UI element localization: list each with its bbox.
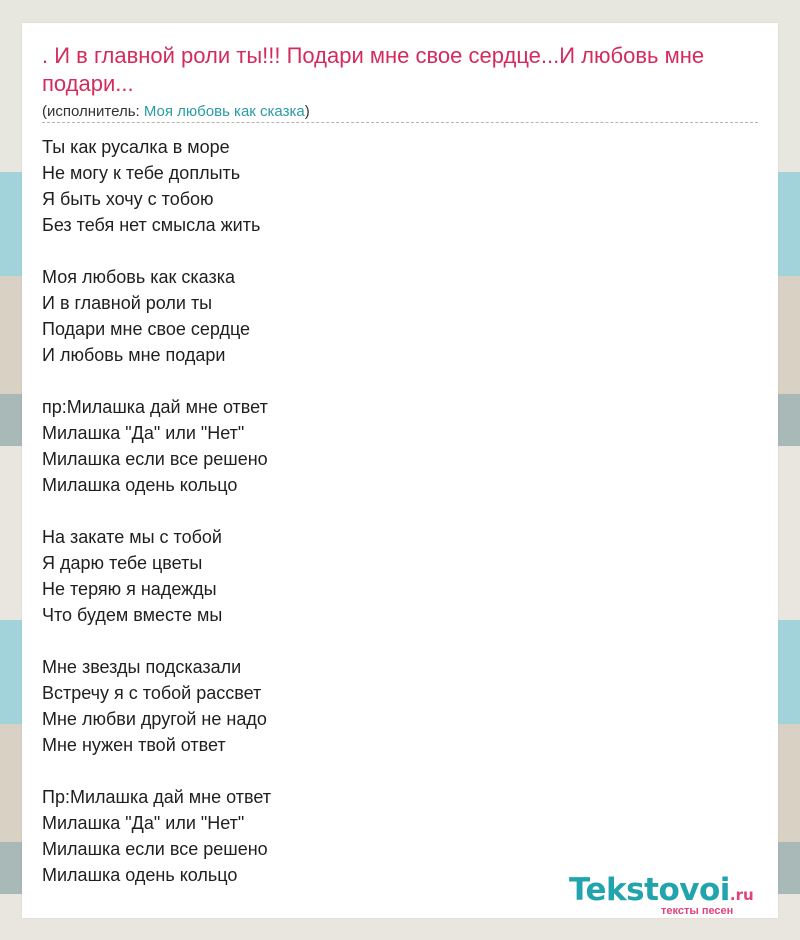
stanza <box>42 394 742 498</box>
stanza <box>42 134 742 238</box>
lyric-line: Что будем вместе мы <box>42 605 223 625</box>
artist-prefix: (исполнитель: <box>42 103 144 120</box>
lyric-line: Подари мне свое сердце <box>42 319 251 339</box>
stanza <box>42 654 742 758</box>
lyric-line: пр:Милашка дай мне ответ <box>42 397 268 417</box>
lyric-line: Пр:Милашка дай мне ответ <box>42 787 272 807</box>
artist-suffix: ) <box>304 103 310 120</box>
site-logo[interactable] <box>569 872 779 922</box>
divider <box>42 122 758 123</box>
lyric-line: И в главной роли ты <box>42 293 213 313</box>
lyric-line: Не могу к тебе доплыть <box>42 163 241 183</box>
lyric-line: Встречу я с тобой рассвет <box>42 683 262 703</box>
logo-tld: .ru <box>729 886 754 904</box>
stanza <box>42 524 742 628</box>
lyric-line: Ты как русалка в море <box>42 137 230 157</box>
lyric-line: Милашка "Да" или "Нет" <box>42 813 245 833</box>
logo-tagline: тексты песен <box>661 905 734 917</box>
lyrics-text <box>42 134 742 888</box>
lyric-line: Мне любви другой не надо <box>42 709 267 729</box>
artist-link[interactable]: Моя любовь как сказка <box>143 103 305 120</box>
lyric-line: Милашка если все решено <box>42 449 268 469</box>
artist-line <box>42 103 310 121</box>
lyric-line: Милашка "Да" или "Нет" <box>42 423 245 443</box>
song-title: . И в главной роли ты!!! Подари мне свое сердце...И любовь мне подари... <box>42 43 705 96</box>
lyric-line: Мне звезды подсказали <box>42 657 242 677</box>
lyric-line: Моя любовь как сказка <box>42 267 235 287</box>
lyrics-card <box>22 23 778 918</box>
lyric-line: Без тебя нет смысла жить <box>42 215 261 235</box>
lyric-line: Милашка одень кольцо <box>42 865 238 885</box>
lyric-line: Я быть хочу с тобою <box>42 189 214 209</box>
lyric-line: И любовь мне подари <box>42 345 226 365</box>
lyric-line: Милашка если все решено <box>42 839 268 859</box>
stanza <box>42 264 742 368</box>
lyric-line: Мне нужен твой ответ <box>42 735 226 755</box>
lyric-line: Милашка одень кольцо <box>42 475 238 495</box>
lyric-line: На закате мы с тобой <box>42 527 222 547</box>
lyric-line: Не теряю я надежды <box>42 579 217 599</box>
logo-name: Tekstovoi <box>569 872 730 908</box>
lyric-line: Я дарю тебе цветы <box>42 553 203 573</box>
